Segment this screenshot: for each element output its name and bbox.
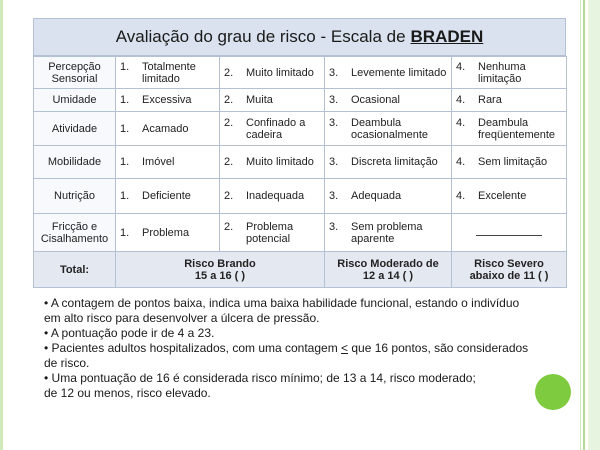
option-cell <box>452 89 567 112</box>
option-number: 3. <box>329 190 339 202</box>
option-text: Excelente <box>478 190 527 202</box>
right-edge-line <box>583 0 585 450</box>
option-cell <box>452 146 567 179</box>
blank-line <box>476 229 542 236</box>
option-cell <box>116 146 220 179</box>
option-text: Muito limitado <box>246 156 314 168</box>
note-bullet-1: • A contagem de pontos baixa, indica uma baixa habilidade funcional, estando o indivíduo em alto risco para desenvolver a úlcera de pressão. <box>44 296 520 325</box>
risk-brando-label: Risco Brando <box>184 257 256 270</box>
table-row <box>34 179 567 214</box>
title-text: Avaliação do grau de risco - Escala de <box>115 27 406 46</box>
right-edge-decoration <box>588 0 600 450</box>
option-cell <box>220 57 325 89</box>
option-number: 4. <box>456 156 466 168</box>
green-circle-decoration <box>535 374 571 410</box>
row-label: Atividade <box>34 112 116 146</box>
option-number: 2. <box>224 220 234 233</box>
option-number: 1. <box>120 190 130 202</box>
option-number: 2. <box>224 190 234 202</box>
option-cell <box>325 214 452 252</box>
option-text: Sem limitação <box>478 156 548 168</box>
option-number: 1. <box>120 60 130 73</box>
row-label: Percepção Sensorial <box>34 57 116 89</box>
option-number: 4. <box>456 190 466 202</box>
row-label: Mobilidade <box>34 146 116 179</box>
option-number: 3. <box>329 220 339 233</box>
option-text: Adequada <box>351 190 402 202</box>
note-bullet-3 <box>44 341 532 371</box>
option-number: 4. <box>456 94 466 106</box>
option-text: Muito limitado <box>246 66 314 79</box>
option-cell <box>452 57 567 89</box>
option-text: Acamado <box>142 122 189 135</box>
option-number: 2. <box>224 116 234 129</box>
option-text: Nenhuma limitação <box>478 60 526 85</box>
option-text: Deambula freqüentemente <box>478 116 556 141</box>
option-text: Ocasional <box>351 94 400 106</box>
option-cell <box>452 179 567 214</box>
note-bullet-4: • Uma pontuação de 16 é considerada risco mínimo; de 13 a 14, risco moderado; <box>44 371 476 385</box>
row-label: Fricção e Cisalhamento <box>34 214 116 252</box>
option-number: 2. <box>224 66 234 79</box>
option-text: Imóvel <box>142 156 175 168</box>
option-number: 2. <box>224 156 234 168</box>
option-cell <box>325 57 452 89</box>
option-number: 2. <box>224 94 234 106</box>
option-text: Totalmente limitado <box>142 60 196 85</box>
note-3-start: • Pacientes adultos hospitalizados, com uma contagem <box>44 341 342 355</box>
option-cell <box>220 89 325 112</box>
option-text: Confinado a cadeira <box>246 116 306 141</box>
title-highlight: BRADEN <box>410 27 484 46</box>
option-number: 1. <box>120 156 130 168</box>
option-number: 3. <box>329 156 339 168</box>
right-edge-line-inner <box>580 0 581 450</box>
option-text: Problema <box>142 226 190 239</box>
option-text: Rara <box>478 94 502 106</box>
option-cell <box>116 112 220 146</box>
option-text: Excessiva <box>142 94 192 106</box>
option-text: Deficiente <box>142 190 191 202</box>
option-number: 3. <box>329 116 339 129</box>
risk-moderado-cell <box>325 252 452 288</box>
option-cell <box>452 112 567 146</box>
risk-severo-label: Risco Severo <box>474 257 544 270</box>
option-number: 3. <box>329 66 339 79</box>
option-number: 1. <box>120 122 130 135</box>
risk-severo-cell <box>452 252 567 288</box>
option-cell <box>325 179 452 214</box>
slide-title <box>33 18 566 56</box>
option-number: 4. <box>456 60 466 73</box>
option-text: Problema potencial <box>246 220 294 245</box>
option-text: Sem problema aparente <box>351 220 423 245</box>
note-3-end: que 16 pontos, são considerados de risco. <box>44 341 529 370</box>
risk-moderado-label: Risco Moderado de <box>337 257 439 270</box>
option-cell <box>325 146 452 179</box>
table-row <box>34 112 567 146</box>
table-row <box>34 146 567 179</box>
option-text: Inadequada <box>246 190 305 202</box>
less-than-symbol: < <box>341 341 349 355</box>
risk-severo-range: abaixo de 11 ( ) <box>469 269 549 282</box>
option-cell <box>220 179 325 214</box>
option-cell <box>220 146 325 179</box>
option-cell <box>220 112 325 146</box>
option-cell <box>220 214 325 252</box>
risk-brando-range: 15 a 16 ( ) <box>194 269 246 282</box>
note-bullet-5: de 12 ou menos, risco elevado. <box>44 386 211 400</box>
braden-scale-table <box>33 56 567 288</box>
table-row <box>34 89 567 112</box>
total-label: Total: <box>34 252 116 288</box>
note-bullet-2: • A pontuação pode ir de 4 a 23. <box>44 326 215 340</box>
risk-moderado-range: 12 a 14 ( ) <box>362 269 414 282</box>
risk-brando-cell <box>116 252 325 288</box>
option-cell <box>325 112 452 146</box>
total-row <box>34 252 567 288</box>
table-row <box>34 57 567 89</box>
row-label: Nutrição <box>34 179 116 214</box>
option-number: 1. <box>120 226 130 239</box>
option-text: Discreta limitação <box>351 156 438 168</box>
empty-option-cell <box>452 214 567 252</box>
option-cell <box>325 89 452 112</box>
option-text: Deambula ocasionalmente <box>351 116 429 141</box>
option-text: Muita <box>246 94 273 106</box>
option-cell <box>116 179 220 214</box>
notes-section <box>44 296 532 401</box>
option-number: 4. <box>456 116 466 129</box>
left-edge-decoration <box>0 0 3 450</box>
option-number: 1. <box>120 94 130 106</box>
option-cell <box>116 89 220 112</box>
option-cell <box>116 57 220 89</box>
table-row <box>34 214 567 252</box>
option-number: 3. <box>329 94 339 106</box>
option-text: Levemente limitado <box>351 66 447 79</box>
row-label: Umidade <box>34 89 116 112</box>
option-cell <box>116 214 220 252</box>
